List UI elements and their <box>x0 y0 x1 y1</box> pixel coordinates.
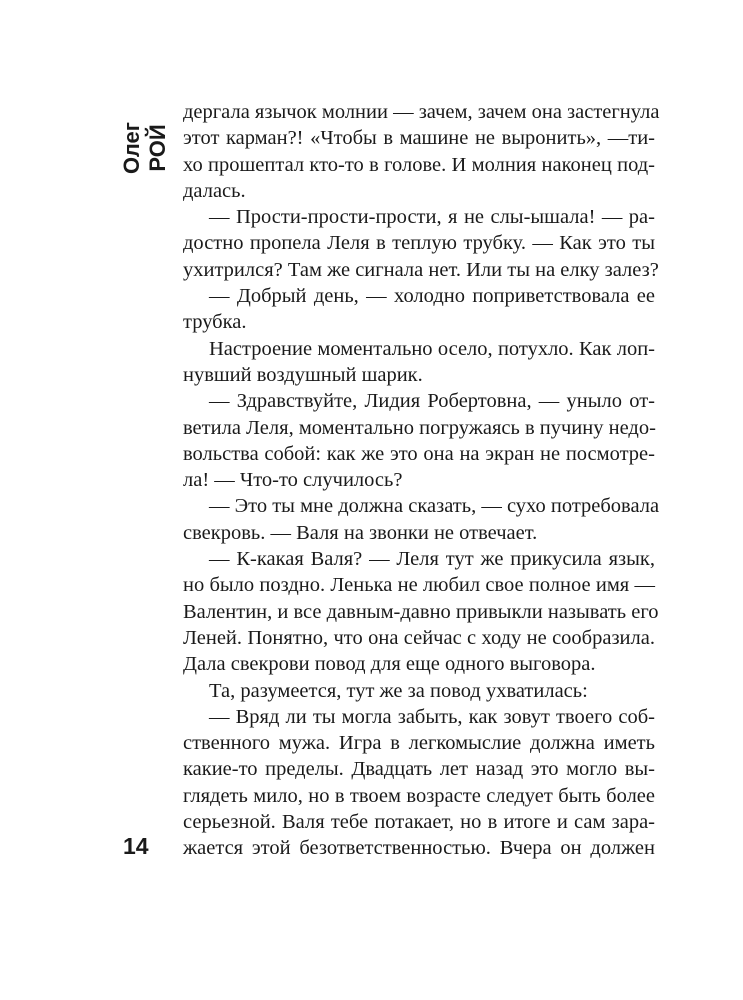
text-line: хо прошептал кто-то в голове. И молния наконец под- <box>183 153 655 176</box>
text-line: — Здравствуйте, Лидия Робертовна, — уныло от- <box>209 390 655 413</box>
text-line: но было поздно. Ленька не любил свое полное имя — <box>183 574 655 597</box>
text-line: этот карман?! «Чтобы в машине не выронить», —ти- <box>183 127 655 150</box>
page-number: 14 <box>123 833 149 859</box>
text-line: — Вряд ли ты могла забыть, как зовут твоего соб- <box>209 705 655 728</box>
text-line: какие-то пределы. Двадцать лет назад это могло вы- <box>183 758 655 781</box>
text-line: Дала свекрови повод для еще одного выговора. <box>183 653 596 676</box>
text-line: нувший воздушный шарик. <box>183 363 423 386</box>
text-line: — Прости-прости-прости, я не слы-ышала! — ра- <box>209 206 655 229</box>
text-line: вольства собой: как же это она на экран не посмотре- <box>183 442 655 465</box>
text-line: ственного мужа. Игра в легкомыслие должна иметь <box>183 732 655 755</box>
text-line: — К-какая Валя? — Леля тут же прикусила язык, <box>209 548 655 571</box>
text-line: Валентин, и все давным-давно привыкли называть его <box>183 600 659 623</box>
text-line: свекровь. — Валя на звонки не отвечает. <box>183 521 538 544</box>
text-line: Та, разумеется, тут же за повод ухватилась: <box>209 679 588 702</box>
body-text <box>183 99 660 862</box>
text-line: далась. <box>183 179 246 202</box>
text-line: глядеть мило, но в твоем возрасте следует быть более <box>183 784 655 807</box>
text-line: дергала язычок молнии — зачем, зачем она застегнула <box>183 101 660 123</box>
text-line: Настроение моментально осело, потухло. Как лоп- <box>209 337 655 360</box>
text-line: жается этой безответственностью. Вчера он должен <box>183 837 655 860</box>
text-line: Леней. Понятно, что она сейчас с ходу не сообразила. <box>183 626 655 649</box>
text-line: ухитрился? Там же сигнала нет. Или ты на елку залез? <box>183 258 659 281</box>
running-head-author: Олег РОЙ <box>119 122 170 174</box>
text-line: серьезной. Валя тебе потакает, но в итоге и сам зара- <box>183 811 655 834</box>
text-line: ла! — Что-то случилось? <box>183 469 403 492</box>
text-line: — Добрый день, — холодно поприветствовала ее <box>209 285 655 308</box>
text-line: ветила Леля, моментально погружаясь в пучину недо- <box>183 416 656 439</box>
text-line: — Это ты мне должна сказать, — сухо потребовала <box>209 495 660 518</box>
text-line: трубка. <box>183 311 247 334</box>
text-line: достно пропела Леля в теплую трубку. — Как это ты <box>183 232 655 255</box>
